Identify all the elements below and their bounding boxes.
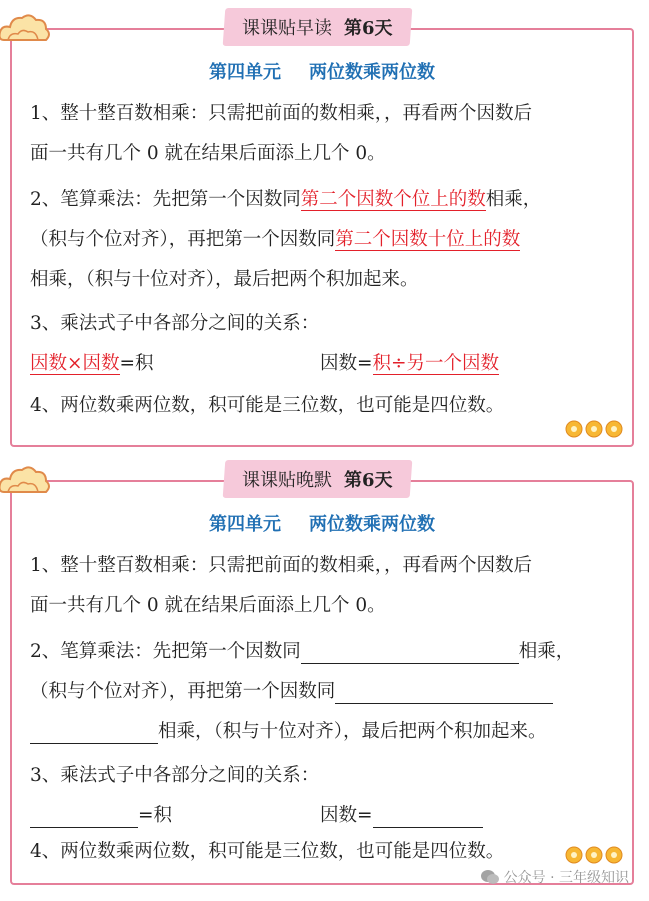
text: =积: [119, 353, 154, 374]
answer-text: 第二个因数十位上的数: [335, 229, 521, 250]
point-1-line-2: 面一共有几个 0 就在结果后面添上几个 0。: [30, 143, 386, 164]
point-2-line-3: [30, 720, 622, 744]
answer-text: 因数×因数: [30, 353, 120, 374]
cloud-icon: [0, 464, 50, 496]
point-1-line-2: 面一共有几个 0 就在结果后面添上几个 0。: [30, 595, 386, 616]
unit-label: 第四单元: [209, 514, 281, 535]
watermark-text: 公众号 · 三年级知识: [503, 870, 629, 886]
answer-text: 第二个因数个位上的数: [300, 189, 486, 210]
text: 相乘，（积与十位对齐），最后把两个积加起来。: [158, 721, 547, 742]
tag-day: 第6天: [344, 470, 393, 491]
wechat-icon: [480, 869, 500, 885]
tag-title: 课课贴晚默: [242, 470, 332, 491]
point-2-line-2: [30, 680, 622, 704]
cloud-icon: [0, 12, 50, 44]
point-2-line-3: 相乘，（积与十位对齐），最后把两个积加起来。: [30, 269, 419, 290]
fill-blank[interactable]: [30, 807, 138, 828]
text: 2、笔算乘法：先把第一个因数同: [30, 641, 301, 662]
unit-topic: 两位数乘两位数: [309, 514, 435, 535]
fill-blank[interactable]: [30, 723, 158, 744]
relation-row: [30, 352, 622, 376]
day-tag: [223, 460, 412, 498]
tag-title: 课课贴早读: [242, 18, 332, 39]
text: =积: [138, 805, 173, 826]
fill-blank[interactable]: [373, 807, 483, 828]
point-2-line-2: [30, 228, 622, 252]
text: 2、笔算乘法：先把第一个因数同: [30, 189, 301, 210]
unit-title: [12, 510, 632, 536]
point-3: 3、乘法式子中各部分之间的关系：: [30, 765, 320, 786]
text: 相乘，: [485, 189, 542, 210]
evening-dictation-card: [10, 470, 634, 885]
point-4: 4、两位数乘两位数，积可能是三位数，也可能是四位数。: [30, 395, 505, 416]
point-2-line-1: [30, 640, 622, 664]
fill-blank[interactable]: [301, 643, 519, 664]
text: 因数=: [320, 353, 373, 374]
unit-topic: 两位数乘两位数: [309, 62, 435, 83]
day-tag: [223, 8, 412, 46]
text: （积与个位对齐），再把第一个因数同: [30, 681, 336, 702]
flower-decoration-icon: [564, 845, 624, 865]
morning-reading-card: [10, 18, 634, 447]
fill-blank[interactable]: [335, 683, 553, 704]
point-3: 3、乘法式子中各部分之间的关系：: [30, 313, 320, 334]
relation-row: [30, 804, 622, 828]
point-1-line-1: 1、整十整百数相乘：只需把前面的数相乘，，再看两个因数后: [30, 103, 533, 124]
text: 因数=: [320, 805, 373, 826]
tag-day: 第6天: [344, 18, 393, 39]
watermark: [480, 867, 629, 887]
unit-label: 第四单元: [209, 62, 281, 83]
answer-text: 积÷另一个因数: [372, 353, 500, 374]
flower-decoration-icon: [564, 419, 624, 439]
point-1-line-1: 1、整十整百数相乘：只需把前面的数相乘，，再看两个因数后: [30, 555, 533, 576]
text: 相乘，: [518, 641, 575, 662]
point-4: 4、两位数乘两位数，积可能是三位数，也可能是四位数。: [30, 841, 505, 862]
unit-title: [12, 58, 632, 84]
point-2-line-1: [30, 188, 622, 212]
text: （积与个位对齐），再把第一个因数同: [30, 229, 336, 250]
